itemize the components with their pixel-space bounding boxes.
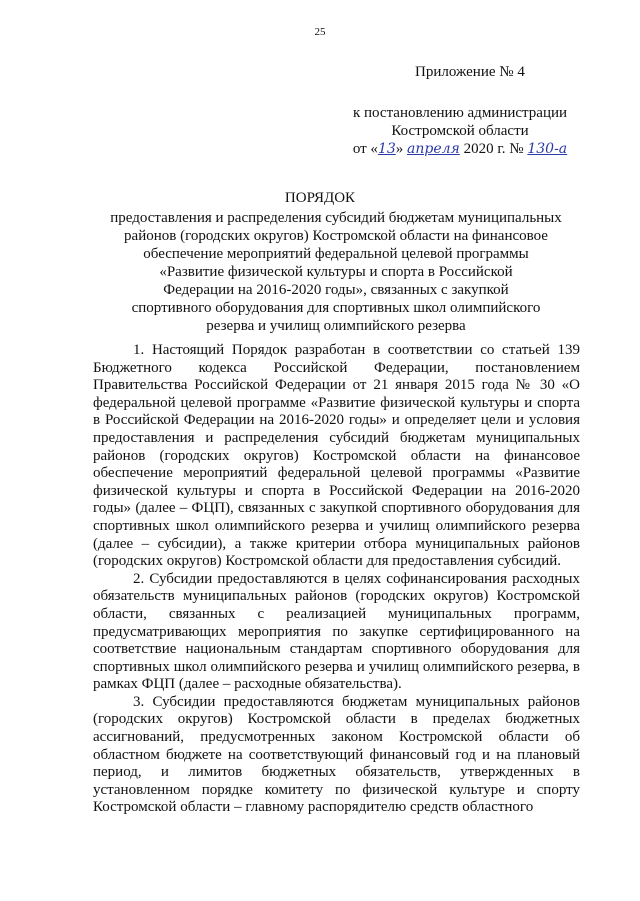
handwritten-doc-number: 130-а xyxy=(527,141,568,157)
subtitle-line: резерва и училищ олимпийского резерва xyxy=(206,318,466,334)
date-year: 2020 г. № xyxy=(459,141,528,157)
document-title: ПОРЯДОК xyxy=(284,190,356,206)
subtitle-line: «Развитие физической культуры и спорта в Российской xyxy=(159,264,513,280)
subtitle-line: районов (городских округов) Костромской области на финансовое xyxy=(124,228,548,244)
subtitle-line: предоставления и распределения субсидий бюджетам муниципальных xyxy=(110,210,562,226)
decree-line-1: к постановлению администрации xyxy=(352,105,568,121)
page-number: 25 xyxy=(314,26,326,38)
decree-date-line xyxy=(330,140,590,158)
subtitle-line: спортивного оборудования для спортивных школ олимпийского xyxy=(131,300,541,316)
paragraph-1: 1. Настоящий Порядок разработан в соответствии со статьей 139 Бюджетного кодекса Российской Федерации, постановлением Правительства Российской Федерации от 21 января 2015 года № 30 «О федеральной целевой программе «Развитие физической культуры и спорта в Российской Федерации на 2016-2020 годы» и определяет цели и условия предоставления и распределения субсидий бюджетам муниципальных районов (городских округов) Костромской области на финансовое обеспечение мероприятий федеральной целевой программы «Развитие физической культуры и спорта в Российской Федерации на 2016-2020 годы» (далее – ФЦП), связанных с закупкой спортивного оборудования для спортивных школ олимпийского резерва и училищ олимпийского резерва (далее – субсидии), а также критерии отбора муниципальных районов (городских округов) Костромской области для предоставления субсидий. xyxy=(93,342,580,570)
document-subtitle xyxy=(110,209,562,335)
subtitle-line: обеспечение мероприятий федеральной целевой программы xyxy=(143,246,529,262)
date-quote-close: » xyxy=(395,141,404,157)
paragraph-3: 3. Субсидии предоставляются бюджетам муниципальных районов (городских округов) Костромской области в пределах бюджетных ассигнований, предусмотренных законом Костромской области об областном бюджете на соответствующий финансовый год и на плановый период, и лимитов бюджетных обязательств, утвержденных в установленном порядке комитету по физической культуре и спорту Костромской области – главному распорядителю средств областного xyxy=(93,693,580,816)
appendix-label: Приложение № 4 xyxy=(415,64,525,80)
decree-reference xyxy=(330,104,590,158)
handwritten-day: 13 xyxy=(377,141,396,157)
date-prefix: от « xyxy=(352,141,378,157)
handwritten-month: апреля xyxy=(407,141,460,157)
paragraph-2: 2. Субсидии предоставляются в целях софинансирования расходных обязательств муниципальных районов (городских округов) Костромской области, связанных с реализацией муниципальных программ, предусматривающих мероприятия по закупке сертифицированного на соответствие национальным стандартам спортивного оборудования для спортивных школ олимпийского резерва и училищ олимпийского резерва, в рамках ФЦП (далее – расходные обязательства). xyxy=(93,570,580,693)
subtitle-line: Федерации на 2016-2020 годы», связанных с закупкой xyxy=(163,282,509,298)
document-body xyxy=(93,342,580,817)
decree-line-2: Костромской области xyxy=(391,123,529,139)
